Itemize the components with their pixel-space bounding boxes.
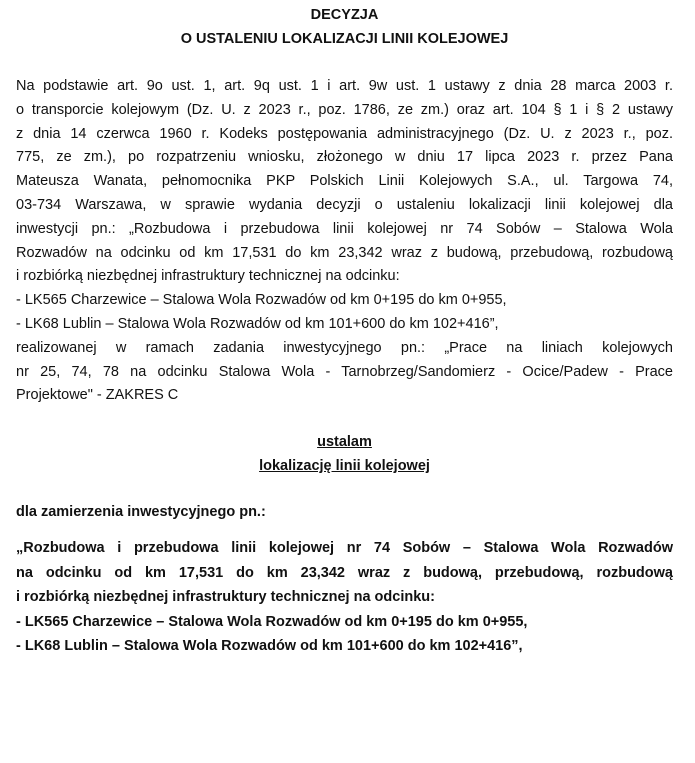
intro-line: 03-734 Warszawa, w sprawie wydania decyzji o ustaleniu lokalizacji linii kolejowej dla xyxy=(16,196,673,213)
intro-line: Rozwadów na odcinku od km 17,531 do km 23,342 wraz z budową, przebudową, rozbudową xyxy=(16,244,673,261)
document-title: DECYZJA xyxy=(310,7,379,23)
intro-line: - LK68 Lublin – Stalowa Wola Rozwadów od km 101+600 do km 102+416”, xyxy=(16,315,499,332)
investment-line: i rozbiórką niezbędnej infrastruktury technicznej na odcinku: xyxy=(16,589,435,606)
investment-line: na odcinku od km 17,531 do km 23,342 wraz z budową, przebudową, rozbudową xyxy=(16,564,673,581)
intro-line: i rozbiórką niezbędnej infrastruktury technicznej na odcinku: xyxy=(16,268,400,285)
intro-line: 775, ze zm.), po rozpatrzeniu wniosku, złożonego w dniu 17 lipca 2023 r. przez Pana xyxy=(16,149,673,166)
ustalam-heading: ustalam xyxy=(317,434,372,451)
intro-paragraph xyxy=(16,75,673,408)
investment-line: „Rozbudowa i przebudowa linii kolejowej nr 74 Sobów – Stalowa Wola Rozwadów xyxy=(16,540,673,557)
intro-line: realizowanej w ramach zadania inwestycyjnego pn.: „Prace na liniach kolejowych xyxy=(16,339,673,356)
intro-line: nr 25, 74, 78 na odcinku Stalowa Wola - Tarnobrzeg/Sandomierz - Ocice/Padew - Prace xyxy=(16,363,673,380)
intro-line: Na podstawie art. 9o ust. 1, art. 9q ust. 1 i art. 9w ust. 1 ustawy z dnia 28 marca 2003 r. xyxy=(16,78,673,94)
intro-line: o transporcie kolejowym (Dz. U. z 2023 r., poz. 1786, ze zm.) oraz art. 104 § 1 i § 2 ustawy xyxy=(16,101,673,118)
intro-line: Projektowe" - ZAKRES C xyxy=(16,387,179,404)
lokalizacja-heading: lokalizację linii kolejowej xyxy=(259,458,430,475)
intro-line: z dnia 14 czerwca 1960 r. Kodeks postępowania administracyjnego (Dz. U. z 2023 r., poz. xyxy=(16,125,673,142)
document-page xyxy=(0,3,695,763)
intro-line: Mateusza Wanata, pełnomocnika PKP Polskich Linii Kolejowych S.A., ul. Targowa 74, xyxy=(16,173,673,190)
intro-line: - LK565 Charzewice – Stalowa Wola Rozwadów od km 0+195 do km 0+955, xyxy=(16,292,507,309)
investment-paragraph xyxy=(16,536,673,659)
investment-line: - LK68 Lublin – Stalowa Wola Rozwadów od km 101+600 do km 102+416”, xyxy=(16,638,523,655)
intro-line: inwestycji pn.: „Rozbudowa i przebudowa linii kolejowej nr 74 Sobów – Stalowa Wola xyxy=(16,220,673,237)
lead-heading: dla zamierzenia inwestycyjnego pn.: xyxy=(16,504,266,521)
document-subtitle: O USTALENIU LOKALIZACJI LINII KOLEJOWEJ xyxy=(180,31,509,47)
investment-line: - LK565 Charzewice – Stalowa Wola Rozwadów od km 0+195 do km 0+955, xyxy=(16,613,528,630)
